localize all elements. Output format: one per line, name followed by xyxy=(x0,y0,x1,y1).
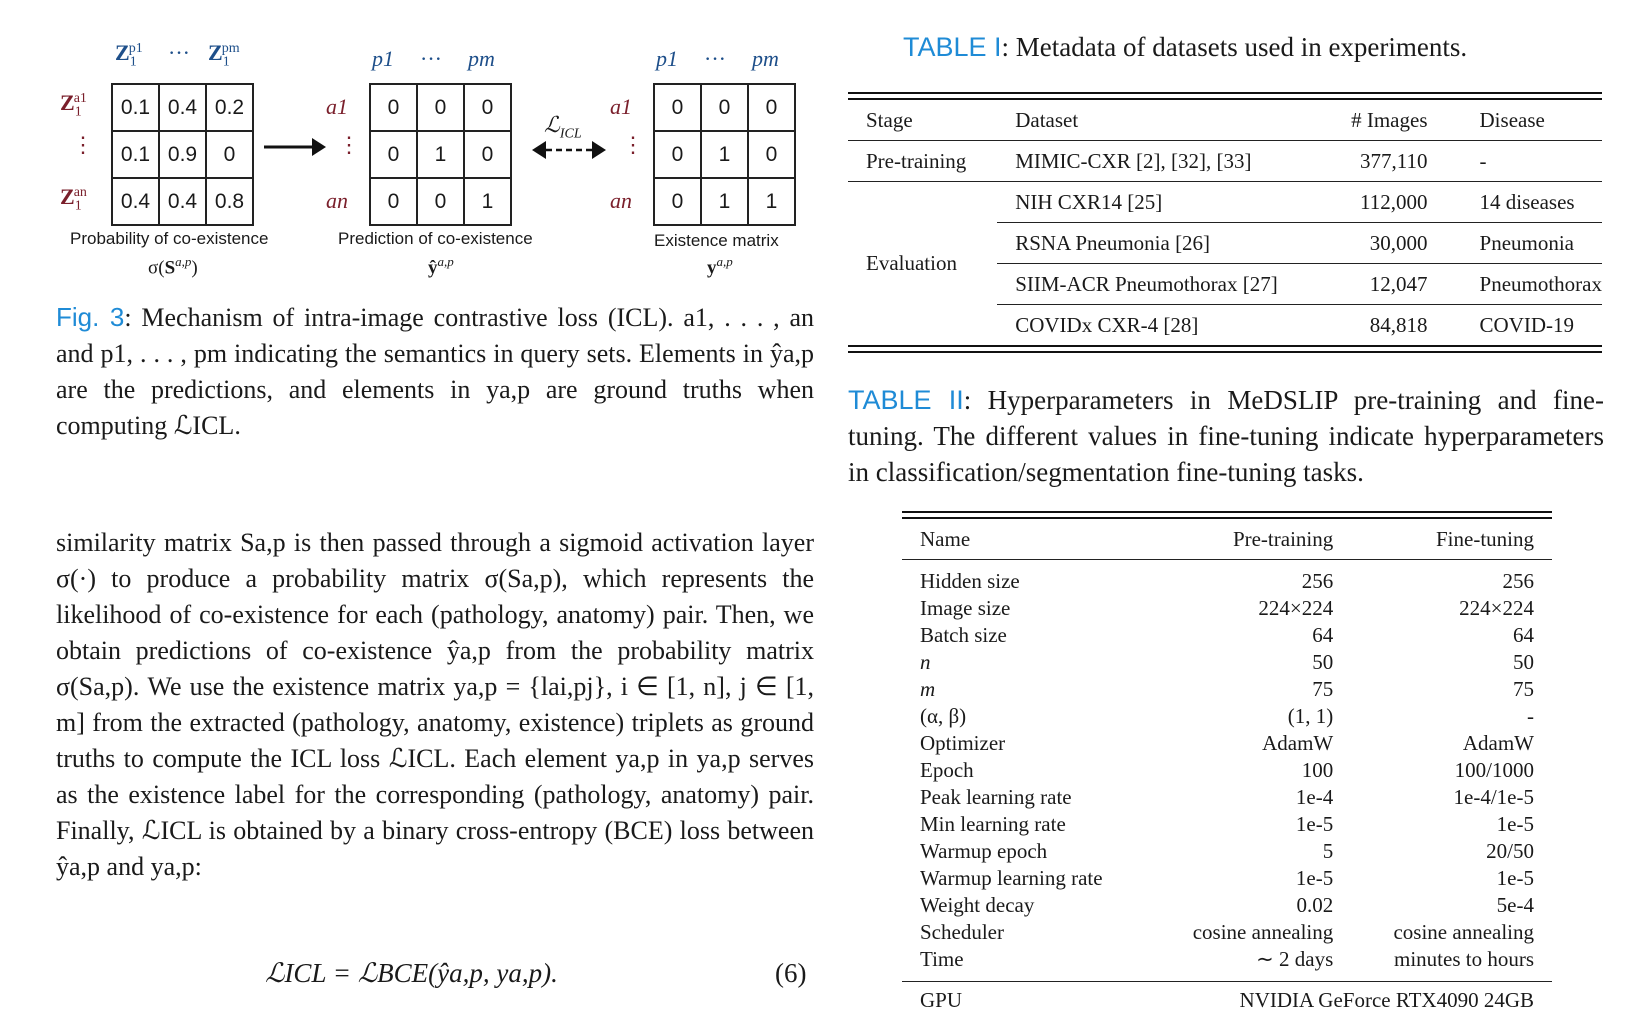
table2-pretrain: 5 xyxy=(1322,839,1334,863)
table-row xyxy=(902,946,1552,973)
table1-images: 112,000 xyxy=(1315,182,1462,223)
right-arrow-icon xyxy=(264,135,326,159)
matrix-cell: 0 xyxy=(206,131,253,178)
matrix-cell: 0 xyxy=(417,84,464,131)
table1-header-cell: Dataset xyxy=(997,100,1314,141)
table2-top-rule xyxy=(902,511,1552,519)
table2-header-cell: Pre-training xyxy=(1151,519,1352,560)
table-row xyxy=(902,982,1552,1018)
matrix-cell: 1 xyxy=(701,178,748,225)
pred-caption-math: $ŷ^{a,p}$ xyxy=(428,254,454,279)
table2-header-cell: Name xyxy=(902,519,1151,560)
table2-name: Image size xyxy=(920,596,1011,620)
pred-row-label-last: an xyxy=(326,188,348,213)
table2-header-row xyxy=(902,519,1552,560)
table2-pretrain: AdamW xyxy=(1262,731,1334,755)
table1-dataset: SIIM-ACR Pneumothorax [27] xyxy=(997,264,1314,305)
table1-stage: Evaluation xyxy=(866,251,957,275)
table2-name: Batch size xyxy=(920,623,1007,647)
probability-matrix xyxy=(111,83,254,226)
table2-pretrain: 256 xyxy=(1301,569,1334,593)
prob-col-label-first: $Z_1^{p1}$ xyxy=(115,40,143,70)
table2-gpu-value: NVIDIA GeForce RTX4090 24GB xyxy=(1151,982,1552,1018)
table2-finetune: - xyxy=(1527,704,1534,728)
table-row xyxy=(902,649,1552,676)
table2-name: Optimizer xyxy=(920,731,1006,755)
matrix-cell: 0.1 xyxy=(112,84,159,131)
table1-images: 30,000 xyxy=(1315,223,1462,264)
table2-finetune: 100/1000 xyxy=(1454,758,1534,782)
table1-top-rule xyxy=(848,92,1602,100)
figure-label: Fig. 3 xyxy=(56,302,125,332)
table2 xyxy=(902,511,1552,1018)
table2-pretrain: 75 xyxy=(1312,677,1334,701)
table-row xyxy=(848,182,1602,223)
table2-pretrain: 224×224 xyxy=(1258,596,1334,620)
table2-finetune: 1e-5 xyxy=(1496,812,1534,836)
matrix-cell: 0 xyxy=(464,131,511,178)
table1-dataset: RSNA Pneumonia [26] xyxy=(997,223,1314,264)
table-row xyxy=(902,730,1552,757)
table1-dataset: MIMIC-CXR [2], [32], [33] xyxy=(997,141,1314,182)
matrix-cell: 0 xyxy=(370,84,417,131)
table2-spacer xyxy=(902,560,1552,569)
table1-header-row xyxy=(848,100,1602,141)
existence-matrix xyxy=(653,83,796,226)
table-row xyxy=(902,865,1552,892)
table2-pretrain: 50 xyxy=(1312,650,1334,674)
body-paragraph: similarity matrix Sa,p is then passed through a sigmoid activation layer σ(·) to produce a probability matrix σ(Sa,p), which represents the likelihood of co-existence for each (pathology, anatomy) pair. Then, we obtain predictions of co-existence ŷa,p from the probability matrix σ(Sa,p). We use the existence matrix ya,p = {lai,pj}, i ∈ [1, n], j ∈ [1, m] from the extracted (pathology, anatomy, existence) triplets as ground truths to compute the ICL loss ℒICL. Each element ya,p in ya,p serves as the existence label for the corresponding (pathology, anatomy) pair. Finally, ℒICL is obtained by a binary cross-entropy (BCE) loss between ŷa,p and ya,p: xyxy=(56,528,814,881)
table-row xyxy=(902,811,1552,838)
exist-caption-math: $y^{a,p}$ xyxy=(707,254,733,279)
table-row xyxy=(902,622,1552,649)
pred-caption: Prediction of co-existence xyxy=(338,229,533,248)
table-row xyxy=(902,919,1552,946)
table2-finetune: 1e-4/1e-5 xyxy=(1453,785,1534,809)
table2-finetune: 256 xyxy=(1502,569,1534,593)
table1-header-cell: # Images xyxy=(1315,100,1462,141)
matrix-cell: 0 xyxy=(370,178,417,225)
table2-label: TABLE II xyxy=(848,385,964,415)
table-row xyxy=(848,141,1602,182)
table2-name: n xyxy=(920,650,931,674)
figure-caption-text: : Mechanism of intra-image contrastive loss (ICL). a1, . . . , an and p1, . . . , pm indicating the semantics in query sets. Elements in ŷa,p are the predictions, and elements in ya,p are ground truths when computing ℒICL. xyxy=(56,303,815,440)
table-row xyxy=(902,892,1552,919)
table1-dataset: NIH CXR14 [25] xyxy=(997,182,1314,223)
table2-name: Time xyxy=(920,947,964,971)
table2-name: Warmup learning rate xyxy=(920,866,1103,890)
double-arrow-icon xyxy=(532,139,606,161)
table1-disease: Pneumothorax xyxy=(1462,264,1602,305)
table1-title: TABLE I: Metadata of datasets used in experiments. xyxy=(903,32,1468,62)
pred-row-label-first: a1 xyxy=(326,94,348,119)
prob-col-label-last: $Z_1^{pm}$ xyxy=(208,40,240,70)
table2-name: Peak learning rate xyxy=(920,785,1072,809)
table2-finetune: 64 xyxy=(1513,623,1534,647)
table2-finetune: 1e-5 xyxy=(1496,866,1534,890)
table2-finetune: 20/50 xyxy=(1486,839,1534,863)
prediction-matrix xyxy=(369,83,512,226)
table2-pretrain: cosine annealing xyxy=(1192,920,1334,944)
table2-pretrain: (1, 1) xyxy=(1287,704,1334,728)
matrix-cell: 0 xyxy=(748,131,795,178)
pred-col-label-first: p1 xyxy=(372,46,394,71)
table1-disease: 14 diseases xyxy=(1462,182,1602,223)
table2-finetune: 5e-4 xyxy=(1496,893,1534,917)
table2-name: (α, β) xyxy=(920,704,967,728)
pred-row-vdots: ⋮ xyxy=(338,132,360,157)
equation-number: (6) xyxy=(775,958,807,988)
table1-stage: Pre-training xyxy=(848,141,997,182)
matrix-cell: 0 xyxy=(464,84,511,131)
table2-finetune: AdamW xyxy=(1462,731,1534,755)
table2-name: m xyxy=(920,677,936,701)
table-row xyxy=(902,595,1552,622)
matrix-cell: 1 xyxy=(748,178,795,225)
table2-name: Scheduler xyxy=(920,920,1004,944)
matrix-cell: 0 xyxy=(654,84,701,131)
table2-pretrain: 1e-5 xyxy=(1295,866,1334,890)
table1-label: TABLE I xyxy=(903,32,1002,62)
matrix-cell: 0 xyxy=(417,178,464,225)
table-row xyxy=(902,676,1552,703)
pred-col-ellipsis: ··· xyxy=(420,46,442,71)
table2-name: Weight decay xyxy=(920,893,1035,917)
table1 xyxy=(848,92,1602,353)
table2-name: Warmup epoch xyxy=(920,839,1048,863)
table2-pretrain: 1e-5 xyxy=(1295,812,1334,836)
table2-finetune: 75 xyxy=(1513,677,1534,701)
matrix-cell: 0.4 xyxy=(159,178,206,225)
exist-caption: Existence matrix xyxy=(654,231,779,250)
exist-row-label-first: a1 xyxy=(610,94,632,119)
table1-images: 12,047 xyxy=(1315,264,1462,305)
table-row xyxy=(902,838,1552,865)
matrix-cell: 0.8 xyxy=(206,178,253,225)
table2-title: TABLE II: Hyperparameters in MeDSLIP pre-training and fine-tuning. The different values in fine-tuning indicate hyperparameters in classification/segmentation fine-tuning tasks. xyxy=(848,385,1604,487)
matrix-cell: 1 xyxy=(417,131,464,178)
prob-col-ellipsis: ··· xyxy=(168,40,190,65)
matrix-cell: 0.4 xyxy=(159,84,206,131)
table1-header-cell: Disease xyxy=(1462,100,1602,141)
matrix-cell: 0.9 xyxy=(159,131,206,178)
prob-row-label-last: $Z_1^{an}$ xyxy=(60,184,87,214)
exist-col-label-last: pm xyxy=(752,46,779,71)
matrix-cell: 0 xyxy=(654,178,701,225)
table2-finetune: cosine annealing xyxy=(1393,920,1534,944)
table2-pretrain: 100 xyxy=(1301,758,1334,782)
table2-finetune: 224×224 xyxy=(1459,596,1534,620)
table2-finetune: 50 xyxy=(1513,650,1534,674)
matrix-cell: 0.2 xyxy=(206,84,253,131)
table2-gpu-name: GPU xyxy=(902,982,1151,1018)
matrix-cell: 0.4 xyxy=(112,178,159,225)
table-row xyxy=(902,568,1552,595)
table1-header-cell: Stage xyxy=(848,100,997,141)
exist-row-label-last: an xyxy=(610,188,632,213)
matrix-cell: 0 xyxy=(370,131,417,178)
exist-row-vdots: ⋮ xyxy=(622,132,644,157)
matrix-cell: 1 xyxy=(464,178,511,225)
prob-caption-math: $\sigma(S^{a,p})$ xyxy=(148,254,198,279)
table2-name: Min learning rate xyxy=(920,812,1066,836)
prob-row-vdots: ⋮ xyxy=(72,132,94,157)
table2-header-cell: Fine-tuning xyxy=(1351,519,1552,560)
table-row xyxy=(902,784,1552,811)
table2-finetune: minutes to hours xyxy=(1394,947,1534,971)
table1-images: 377,110 xyxy=(1315,141,1462,182)
table1-disease: Pneumonia xyxy=(1462,223,1602,264)
prob-caption: Probability of co-existence xyxy=(70,229,269,248)
prob-row-label-first: $Z_1^{a1}$ xyxy=(60,90,87,120)
matrix-cell: 0 xyxy=(654,131,701,178)
table2-pretrain: 1e-4 xyxy=(1295,785,1334,809)
table2-pretrain: 0.02 xyxy=(1296,893,1334,917)
table1-disease: - xyxy=(1462,141,1602,182)
matrix-cell: 0 xyxy=(701,84,748,131)
table2-spacer xyxy=(902,973,1552,982)
pred-col-label-last: pm xyxy=(468,46,495,71)
matrix-cell: 0 xyxy=(748,84,795,131)
table2-pretrain: ∼ 2 days xyxy=(1256,947,1334,971)
table2-name: Hidden size xyxy=(920,569,1020,593)
table1-images: 84,818 xyxy=(1369,312,1428,337)
table-row xyxy=(902,757,1552,784)
table1-disease: COVID-19 xyxy=(1479,312,1575,337)
icl-loss-label: ℒ$_{ICL}$ xyxy=(544,112,582,142)
matrix-cell: 1 xyxy=(701,131,748,178)
equation: ℒICL = ℒBCE(ŷa,p, ya,p). xyxy=(265,958,558,988)
matrix-cell: 0.1 xyxy=(112,131,159,178)
table2-pretrain: 64 xyxy=(1312,623,1334,647)
exist-col-ellipsis: ··· xyxy=(704,46,726,71)
table-row xyxy=(902,703,1552,730)
table1-dataset: COVIDx CXR-4 [28] xyxy=(1015,312,1199,337)
table2-name: Epoch xyxy=(920,758,974,782)
exist-col-label-first: p1 xyxy=(656,46,678,71)
table1-bottom-rule xyxy=(848,345,1602,353)
figure-caption xyxy=(56,299,814,444)
